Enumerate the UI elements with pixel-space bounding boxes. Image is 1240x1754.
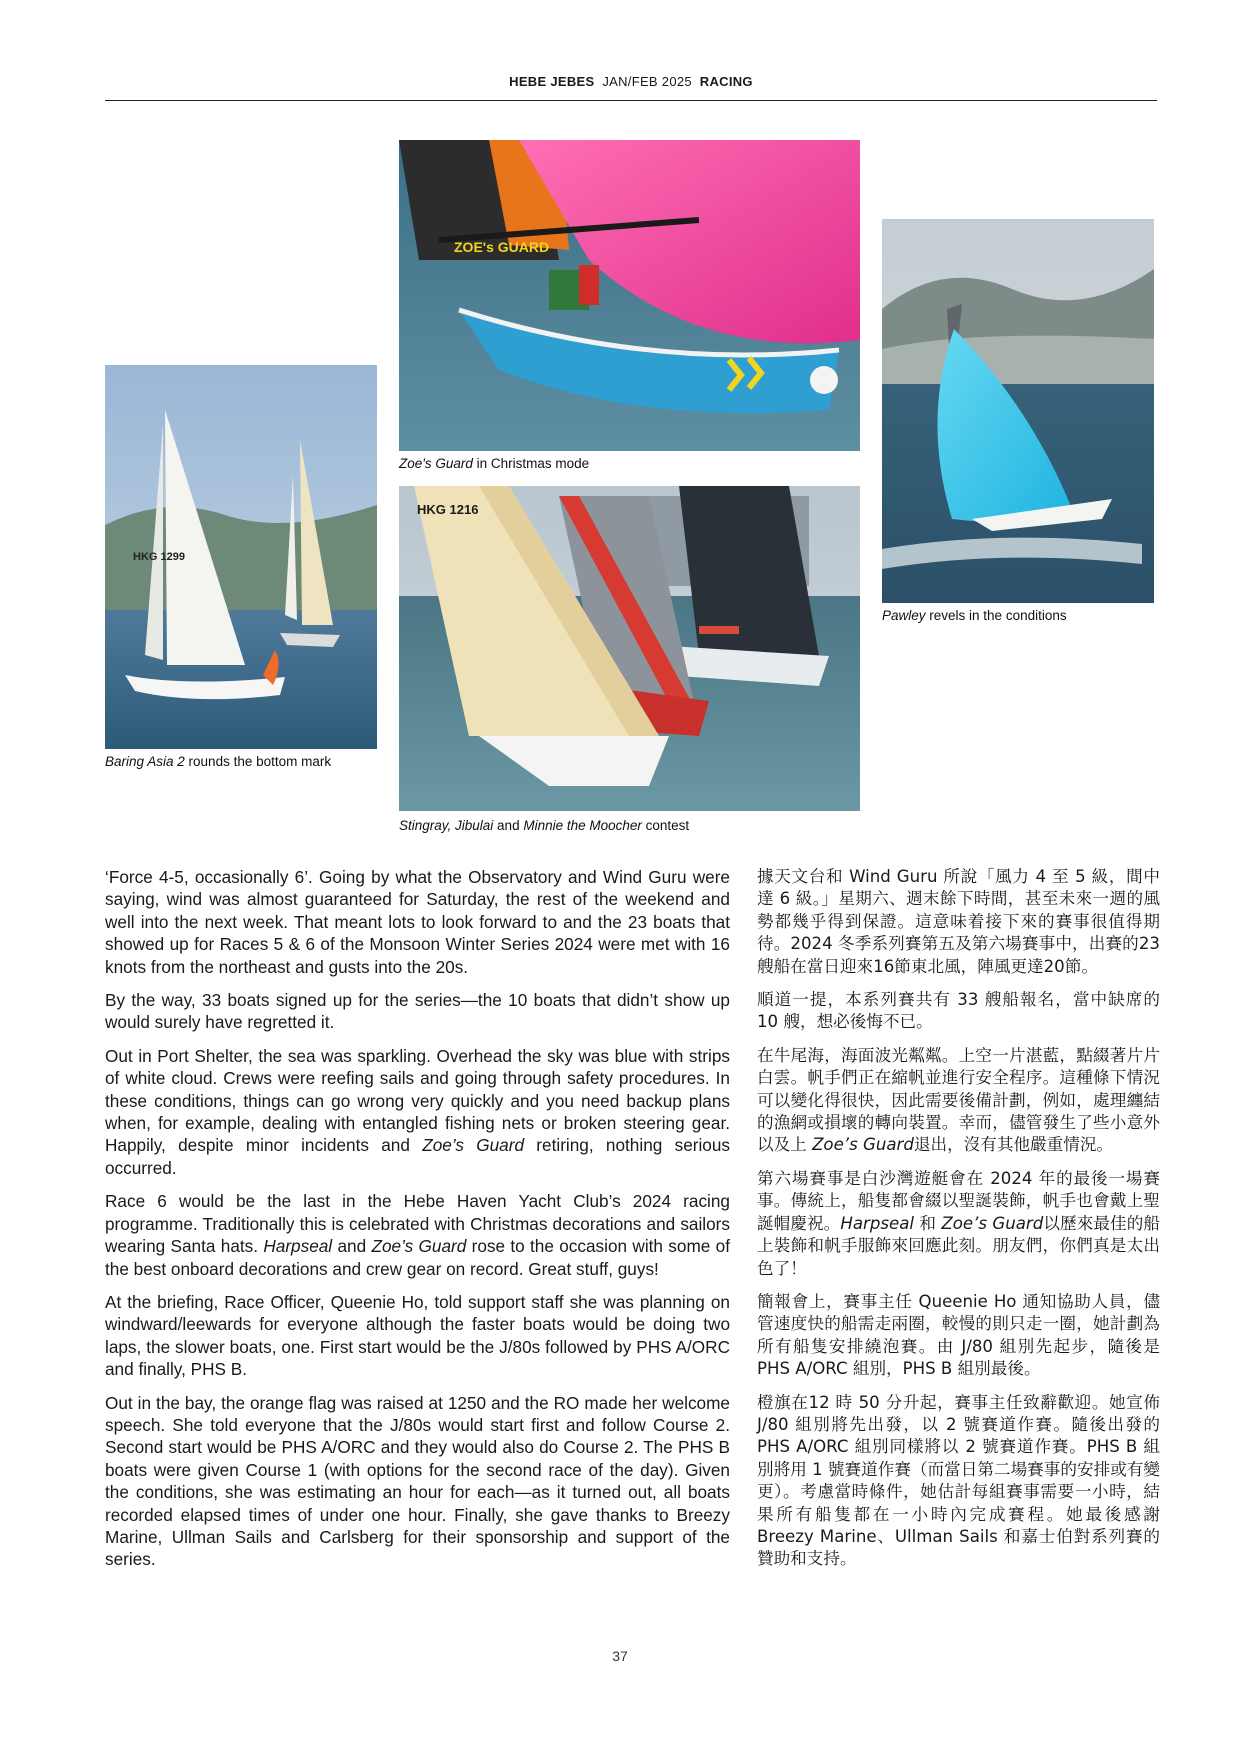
- zoes-boom-text: ZOE's GUARD: [454, 239, 550, 255]
- en-paragraph-4: Race 6 would be the last in the Hebe Haven Yacht Club’s 2024 racing programme. Traditionally this is celebrated with Christmas decorations and sailors wearing Santa hats. Harpseal and Zoe’s Guard rose to the occasion with some of the best onboard decorations and crew gear on record. Great stuff, guys!: [105, 1191, 730, 1279]
- caption-baring-text: rounds the bottom mark: [184, 754, 332, 769]
- caption-zoes-guard: [399, 456, 589, 471]
- caption-pawley-boat: Pawley: [882, 608, 926, 623]
- caption-pawley: [882, 608, 1067, 623]
- caption-baring-asia: [105, 754, 331, 769]
- photo-stingray-contest: [399, 486, 860, 811]
- stingray-sail-number: HKG 1216: [417, 502, 479, 517]
- en-paragraph-6: Out in the bay, the orange flag was raised at 1250 and the RO made her welcome speech. She told everyone that the J/80s would start first and follow Course 2. Second start would be PHS A/ORC and they would also do Course 2. The PHS B boats were given Course 1 (with options for the second race of the day). Given the conditions, she was estimating an hour for each—as it turned out, all boats recorded elapsed times of under one hour. Finally, she gave thanks to Breezy Marine, Ullman Sails and Carlsberg for their sponsorship and support of the series.: [105, 1392, 730, 1570]
- photo-baring-asia: [105, 365, 377, 749]
- caption-stingray-contest: [399, 818, 689, 833]
- caption-pawley-text: revels in the conditions: [925, 608, 1067, 623]
- running-header: [105, 74, 1157, 89]
- zh-paragraph-6: 橙旗在12 時 50 分升起，賽事主任致辭歡迎。她宣佈 J/80 組別將先出發，以 2 號賽道作賽。隨後出發的 PHS A/ORC 組別同樣將以 2 號賽道作賽。PHS B 組別將用 1 號賽道作賽（而當日第二場賽事的安排或有變更）。考慮當時條件，她估計每組賽事需要一小時，結果所有船隻都在一小時內完成賽程。她最後感謝 Breezy Marine、Ullman Sails 和嘉士伯對系列賽的贊助和支持。: [757, 1392, 1160, 1569]
- header-magazine: HEBE JEBES: [509, 74, 595, 89]
- en-paragraph-1: ‘Force 4-5, occasionally 6’. Going by what the Observatory and Wind Guru were saying, wind was almost guaranteed for Saturday, the rest of the weekend and well into the next week. That meant lots to look forward to and the 23 boats that showed up for Races 5 & 6 of the Monsoon Winter Series 2024 were met with 16 knots from the northeast and gusts into the 20s.: [105, 867, 730, 977]
- caption-stingray-boats: Stingray, Jibulai: [399, 818, 494, 833]
- caption-stingray-text: contest: [641, 818, 690, 833]
- en-paragraph-3: Out in Port Shelter, the sea was sparkling. Overhead the sky was blue with strips of white cloud. Crews were reefing sails and going through safety procedures. In these conditions, things can go wrong very quickly and you need backup plans when, for example, dealing with entangled fishing nets or broken steering gear. Happily, despite minor incidents and Zoe’s Guard retiring, nothing serious occurred.: [105, 1045, 731, 1178]
- caption-zoes-text: in Christmas mode: [472, 456, 590, 471]
- caption-zoes-boat: Zoe's Guard: [399, 456, 473, 471]
- zh-paragraph-2: 順道一提，本系列賽共有 33 艘船報名，當中缺席的 10 艘，想必後悔不已。: [757, 990, 1160, 1032]
- caption-stingray-and: and: [493, 818, 524, 833]
- english-article: [105, 866, 730, 1582]
- caption-baring-boat: Baring Asia 2: [105, 754, 185, 769]
- chinese-article: [757, 866, 1160, 1582]
- zh-paragraph-1: 據天文台和 Wind Guru 所說「風力 4 至 5 級，間中達 6 級。」星期六、週末餘下時間，甚至未來一週的風勢都幾乎得到保證。這意味着接下來的賽事很值得期待。2024 冬季系列賽第五及第六場賽事中，出賽的23艘船在當日迎來16節東北風，陣風更達20節。: [757, 867, 1160, 976]
- zh-paragraph-4: 第六場賽事是白沙灣遊艇會在 2024 年的最後一場賽事。傳統上，船隻都會綴以聖誕裝飾，帆手也會戴上聖誕帽慶祝。Harpseal 和 Zoe’s Guard以歷來最佳的船上裝飾和帆手服飾來回應此刻。朋友們，你們真是太出色了！: [757, 1168, 1160, 1278]
- en-paragraph-2: By the way, 33 boats signed up for the series—the 10 boats that didn’t show up would surely have regretted it.: [105, 990, 730, 1033]
- zh-paragraph-5: 簡報會上，賽事主任 Queenie Ho 通知協助人員，儘管速度快的船需走兩圈，較慢的則只走一圈，她計劃為所有船隻安排繞泡賽。由 J/80 組別先起步，隨後是 PHS A/ORC 組別，PHS B 組別最後。: [757, 1291, 1160, 1379]
- photo-zoes-guard: [399, 140, 860, 451]
- header-issue: JAN/FEB 2025: [602, 74, 692, 89]
- en-paragraph-5: At the briefing, Race Officer, Queenie Ho, told support staff she was planning on windward/leewards for everyone although the faster boats would be doing two laps, the slower boats, one. First start would be the J/80s followed by PHS A/ORC and finally, PHS B.: [105, 1291, 730, 1380]
- header-rule: [105, 100, 1157, 101]
- zh-paragraph-3: 在牛尾海，海面波光粼粼。上空一片湛藍，點綴著片片白雲。帆手們正在縮帆並進行安全程序。這種條下情況可以變化得很快，因此需要後備計劃，例如，處理纏結的漁網或損壞的轉向裝置。幸而，儘管發生了些小意外以及上 Zoe’s Guard退出，沒有其他嚴重情況。: [757, 1045, 1160, 1155]
- photo-pawley: [882, 219, 1154, 603]
- header-section: RACING: [699, 74, 753, 89]
- baring-sail-number: HKG 1299: [133, 551, 185, 563]
- caption-stingray-minnie: Minnie the Moocher: [523, 818, 642, 833]
- page-number: 37: [612, 1648, 628, 1664]
